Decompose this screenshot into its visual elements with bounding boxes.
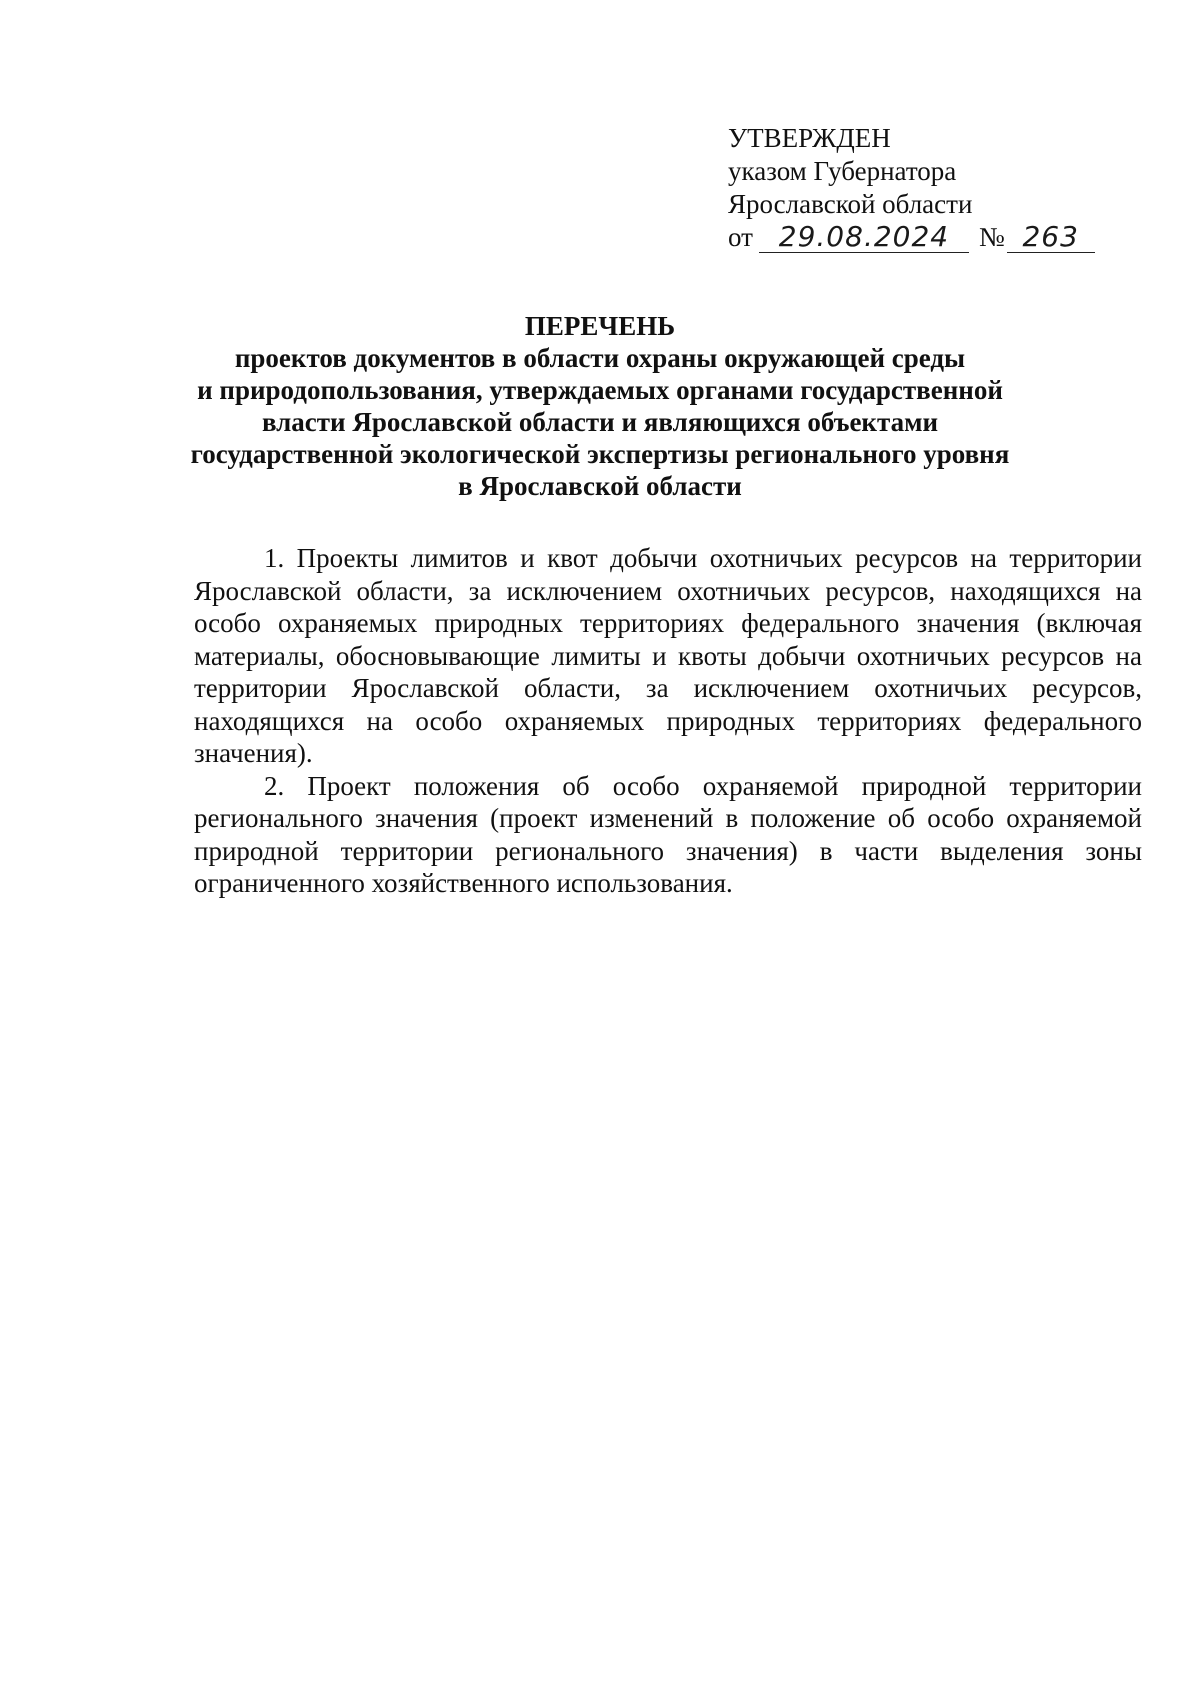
- handwritten-number: 263: [1007, 222, 1095, 253]
- title-line-1: проектов документов в области охраны окружающей среды: [234, 343, 966, 373]
- approval-status: УТВЕРЖДЕН: [728, 123, 891, 153]
- title-line-3: власти Ярославской области и являющихся объектами: [261, 407, 939, 437]
- list-item-1: 1. Проекты лимитов и квот добычи охотничьих ресурсов на территории Ярославской области, за исключением охотничьих ресурсов, находящихся на особо охраняемых природных территориях федерального значения (включая материалы, обосновывающие лимиты и квоты добычи охотничьих ресурсов на территории Ярославской области, за исключением охотничьих ресурсов, находящихся на особо охраняемых природных территориях федерального значения).: [194, 543, 1142, 768]
- title-heading: ПЕРЕЧЕНЬ: [524, 311, 676, 341]
- title-line-2: и природопользования, утверждаемых органами государственной: [197, 375, 1003, 405]
- date-prefix: от: [728, 222, 753, 252]
- list-item-2: 2. Проект положения об особо охраняемой природной территории регионального значения (проект изменений в положение об особо охраняемой природной территории регионального значения) в части выделения зоны ограниченного хозяйственного использования.: [194, 770, 1142, 898]
- title-line-4: государственной экологической экспертизы регионального уровня: [190, 439, 1010, 469]
- approval-stamp-block: [728, 122, 1095, 254]
- handwritten-date: 29.08.2024: [759, 222, 969, 253]
- number-sign: №: [978, 222, 1005, 252]
- approval-region-line: Ярославской области: [728, 189, 973, 219]
- title-line-5: в Ярославской области: [458, 471, 742, 501]
- document-body: [194, 542, 1142, 900]
- document-title: [0, 310, 1200, 502]
- approval-by-line: указом Губернатора: [728, 156, 957, 186]
- approval-date-line: [728, 221, 1095, 254]
